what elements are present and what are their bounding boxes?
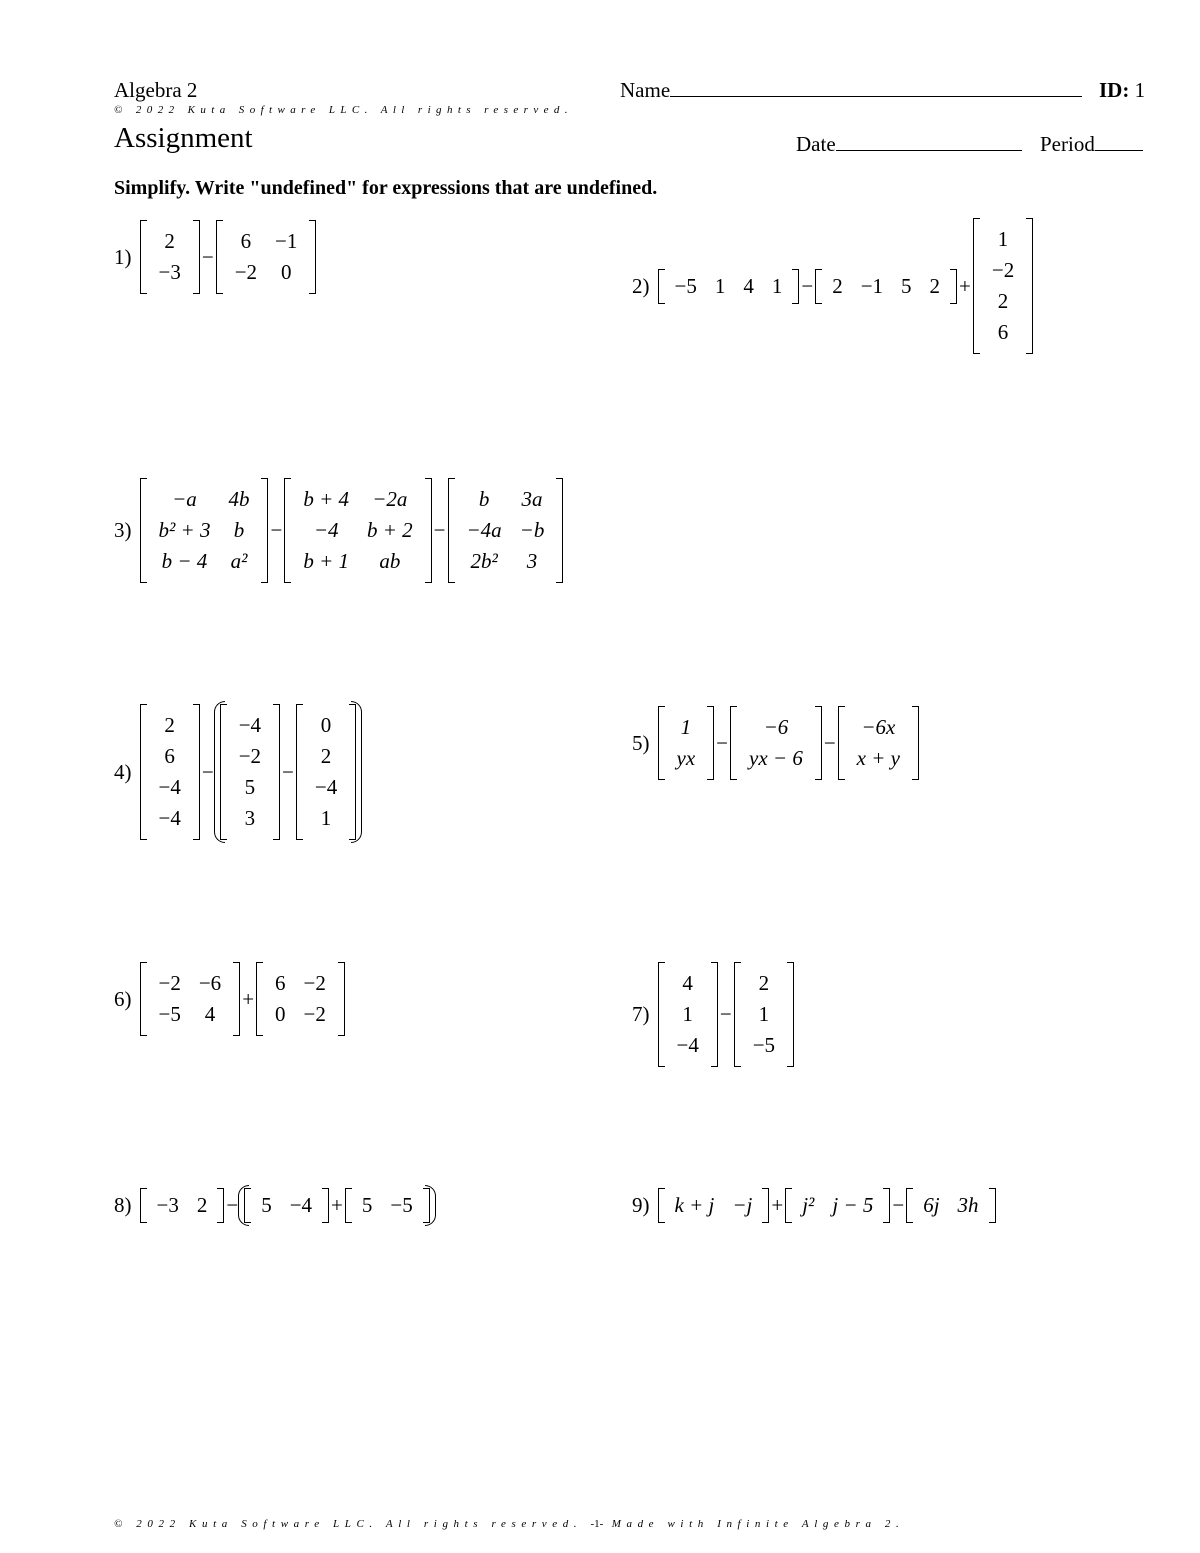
instructions: Simplify. Write "undefined" for expressions that are undefined. [114,177,658,199]
matrix-cell: −3 [156,1193,179,1217]
matrix-cell: b + 2 [366,518,413,542]
matrix-cell: j² [802,1193,815,1217]
matrix-cell: 5 [261,1193,272,1217]
matrix-cell: b + 1 [303,549,349,573]
matrix-cell: 4 [682,971,693,995]
matrix-cell: −2 [158,971,181,995]
operator: + [959,273,971,298]
matrix-a [140,1188,225,1223]
matrix-c [296,704,356,840]
matrix-cell: 1 [682,1002,693,1026]
matrix-c [448,478,564,583]
matrix-b [244,1188,329,1223]
matrix-cell: ab [379,549,401,573]
matrix-a [658,269,800,304]
problem-5 [632,706,919,780]
matrix-cell: −5 [674,273,697,298]
matrix-cell: yx [676,746,696,770]
matrix-cell: 3 [526,549,538,573]
matrix-cell: −1 [275,229,298,253]
problem-4 [114,704,360,840]
matrix-cell: −a [172,487,197,511]
operator: − [226,1193,239,1217]
matrix-cell: 2 [929,273,941,298]
problem-number: 7) [632,1002,650,1026]
matrix-cell: −4 [314,775,338,799]
matrix-c [838,706,919,780]
operator: − [433,518,446,542]
date-field[interactable] [796,132,1022,157]
matrix-cell: 2 [164,713,175,737]
matrix-cell: 3h [957,1193,979,1217]
matrix-cell: x + y [856,746,900,770]
matrix-cell: −4 [238,713,262,737]
name-field[interactable] [620,78,1082,103]
matrix-cell: −2 [991,258,1015,282]
problem-number: 9) [632,1193,650,1217]
id-field [1099,78,1145,103]
matrix-cell: b [478,487,490,511]
matrix-cell: 0 [320,713,332,737]
matrix-b [220,704,280,840]
operator: − [823,730,836,755]
matrix-cell: j − 5 [832,1193,874,1217]
course-title: Algebra 2 [114,78,198,102]
matrix-cell: k + j [674,1193,715,1217]
operator: + [242,986,255,1011]
problem-7 [632,962,794,1067]
period-label: Period [1040,132,1095,156]
matrix-b [730,706,822,780]
matrix-cell: 2 [320,744,332,768]
matrix-cell: −5 [752,1033,776,1057]
matrix-cell: 1 [320,806,332,830]
matrix-cell: −2 [234,260,258,284]
matrix-cell: 4 [743,273,754,298]
operator: − [801,273,814,298]
date-label: Date [796,132,836,156]
problem-1 [114,220,316,294]
operator: − [719,1002,732,1026]
matrix-cell: b [233,518,245,542]
matrix-cell: −4 [158,775,181,799]
matrix-cell: 3a [521,487,543,511]
matrix-cell: 4b [228,487,250,511]
problem-number: 3) [114,518,132,542]
footer-copyright: © 2022 Kuta Software LLC. All rights reserved. [114,1518,583,1530]
matrix-cell: 2 [164,229,175,253]
matrix-cell: −5 [390,1193,413,1217]
matrix-cell: −4 [313,518,339,542]
matrix-cell: 1 [714,273,726,298]
matrix-cell: −6x [861,715,896,739]
matrix-cell: −4 [676,1033,699,1057]
problem-number: 2) [632,273,650,298]
matrix-a [658,962,718,1067]
matrix-cell: −4a [466,518,502,542]
problem-9 [632,1188,996,1223]
matrix-a [658,1188,770,1223]
page-number: -1- [590,1518,604,1530]
problem-number: 8) [114,1193,132,1217]
matrix-a [140,220,200,294]
matrix-cell: 6 [275,971,286,995]
problem-3 [114,478,563,583]
matrix-cell: 5 [244,775,256,799]
matrix-cell: −2 [303,1002,326,1026]
matrix-cell: 2 [758,971,770,995]
matrix-cell: 1 [997,227,1009,251]
matrix-cell: b + 4 [303,487,349,511]
date-blank[interactable] [836,150,1022,151]
matrix-cell: b² + 3 [158,518,211,542]
problem-number: 5) [632,730,650,755]
operator: − [716,730,728,755]
matrix-cell: 5 [361,1193,373,1217]
matrix-a [140,478,269,583]
matrix-cell: 0 [280,260,292,284]
matrix-cell: 2 [832,273,843,298]
operator: − [282,759,294,784]
parentheses-group [216,704,361,840]
footer [114,1518,904,1530]
matrix-b [216,220,317,294]
name-blank[interactable] [670,96,1082,97]
id-value: 1 [1134,78,1146,102]
name-label: Name [620,78,671,102]
matrix-cell: 2b² [470,549,498,573]
matrix-cell: 6 [164,744,175,768]
matrix-cell: −2 [238,744,262,768]
problem-number: 1) [114,244,132,269]
parentheses-group [240,1188,434,1223]
matrix-cell: −5 [158,1002,181,1026]
matrix-cell: 6 [240,229,252,253]
matrix-cell: 1 [680,715,692,739]
matrix-a [658,706,715,780]
footer-made-with: Made with Infinite Algebra 2. [611,1518,905,1530]
matrix-cell: −4 [289,1193,313,1217]
matrix-cell: −2a [372,487,408,511]
matrix-cell: −4 [158,806,181,830]
period-blank[interactable] [1095,150,1143,151]
header-copyright: © 2022 Kuta Software LLC. All rights reserved. [114,104,573,116]
matrix-b [256,962,345,1036]
matrix-b [734,962,794,1067]
matrix-cell: 3 [244,806,256,830]
problem-6 [114,962,345,1036]
operator: − [892,1193,905,1217]
matrix-cell: 2 [997,289,1009,313]
matrix-cell: −1 [860,273,884,298]
matrix-cell: 5 [901,273,912,298]
operator: + [331,1193,343,1217]
matrix-cell: −6 [198,971,222,995]
assignment-title: Assignment [114,122,253,154]
matrix-c [906,1188,995,1223]
matrix-cell: −6 [763,715,789,739]
problem-8 [114,1188,434,1223]
matrix-b [284,478,431,583]
matrix-cell: b − 4 [161,549,208,573]
operator: − [270,518,283,542]
matrix-cell: −b [519,518,545,542]
matrix-cell: 1 [771,273,783,298]
matrix-cell: 0 [275,1002,286,1026]
problem-number: 6) [114,986,132,1011]
operator: − [201,244,214,269]
period-field[interactable] [1040,132,1143,157]
operator: + [771,1193,784,1217]
matrix-cell: 6 [997,320,1009,344]
matrix-b [815,269,957,304]
matrix-cell: −j [732,1193,753,1217]
matrix-c [345,1188,430,1223]
matrix-a [140,962,241,1036]
matrix-cell: 6j [923,1193,940,1217]
matrix-cell: −3 [158,260,181,284]
matrix-cell: −2 [303,971,326,995]
matrix-cell: 4 [204,1002,216,1026]
problem-2 [632,218,1033,354]
matrix-cell: a² [230,549,248,573]
matrix-cell: yx − 6 [749,746,803,770]
problem-number: 4) [114,759,132,784]
matrix-cell: 2 [196,1193,208,1217]
matrix-cell: 1 [758,1002,770,1026]
id-label: ID: [1099,78,1130,102]
matrix-b [785,1188,890,1223]
matrix-a [140,704,200,840]
matrix-c [973,218,1033,354]
operator: − [201,759,214,784]
